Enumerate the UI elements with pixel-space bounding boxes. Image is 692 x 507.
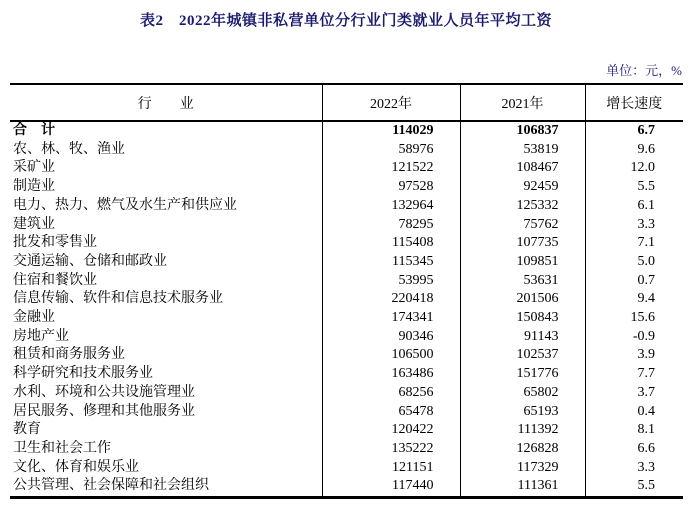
cell-growth-value: 12.0	[585, 159, 683, 178]
table-row	[10, 346, 683, 365]
cell-2022-value: 115408	[322, 234, 460, 253]
cell-2022-value: 106500	[322, 346, 460, 365]
cell-growth-value: 6.6	[585, 440, 683, 459]
table-row	[10, 234, 683, 253]
header-growth-rate: 增长速度	[585, 84, 683, 121]
unit-note: 单位：元，%	[606, 63, 682, 78]
cell-growth-value: 0.4	[585, 403, 683, 422]
cell-industry: 采矿业	[13, 160, 55, 176]
cell-2021-value: 53819	[460, 141, 585, 160]
wage-table	[10, 83, 683, 499]
cell-2021-value: 126828	[460, 440, 585, 459]
cell-growth-value: 6.7	[585, 121, 683, 141]
cell-growth-value: 9.6	[585, 141, 683, 160]
cell-2022-value: 58976	[322, 141, 460, 160]
cell-growth-value: -0.9	[585, 328, 683, 347]
table-row	[10, 328, 683, 347]
header-industry: 行 业	[10, 84, 322, 121]
cell-2021-value: 109851	[460, 253, 585, 272]
cell-industry: 水利、环境和公共设施管理业	[13, 384, 195, 400]
cell-2022-value: 115345	[322, 253, 460, 272]
table-row	[10, 159, 683, 178]
cell-growth-value: 7.1	[585, 234, 683, 253]
cell-growth-value: 7.7	[585, 365, 683, 384]
cell-2022-value: 117440	[322, 477, 460, 497]
cell-growth-value: 5.5	[585, 178, 683, 197]
cell-industry: 房地产业	[13, 328, 69, 344]
cell-2021-value: 65802	[460, 384, 585, 403]
table-row	[10, 178, 683, 197]
cell-2021-value: 150843	[460, 309, 585, 328]
cell-industry: 信息传输、软件和信息技术服务业	[13, 291, 223, 307]
cell-growth-value: 15.6	[585, 309, 683, 328]
table-row	[10, 253, 683, 272]
cell-growth-value: 0.7	[585, 272, 683, 291]
cell-2021-value: 125332	[460, 197, 585, 216]
cell-industry: 教育	[13, 422, 41, 438]
cell-growth-value: 3.3	[585, 216, 683, 235]
cell-industry: 金融业	[13, 310, 55, 326]
cell-2021-value: 75762	[460, 216, 585, 235]
cell-2022-value: 90346	[322, 328, 460, 347]
cell-2022-value: 163486	[322, 365, 460, 384]
header-year-2022: 2022年	[322, 84, 460, 121]
cell-industry: 卫生和社会工作	[13, 440, 111, 456]
table-row	[10, 440, 683, 459]
cell-growth-value: 8.1	[585, 421, 683, 440]
cell-growth-value: 3.7	[585, 384, 683, 403]
header-row	[10, 84, 683, 121]
cell-industry: 住宿和餐饮业	[13, 272, 97, 288]
cell-industry: 建筑业	[13, 216, 55, 232]
cell-2021-value: 91143	[460, 328, 585, 347]
cell-industry: 文化、体育和娱乐业	[13, 459, 139, 475]
cell-2021-value: 111361	[460, 477, 585, 497]
cell-2022-value: 135222	[322, 440, 460, 459]
cell-2022-value: 65478	[322, 403, 460, 422]
cell-industry: 批发和零售业	[13, 235, 97, 251]
table-row	[10, 477, 683, 497]
cell-2021-value: 111392	[460, 421, 585, 440]
table-row	[10, 421, 683, 440]
cell-2022-value: 114029	[322, 121, 460, 141]
cell-industry: 租赁和商务服务业	[13, 347, 125, 363]
cell-2022-value: 174341	[322, 309, 460, 328]
cell-industry: 交通运输、仓储和邮政业	[13, 253, 167, 269]
table-row	[10, 216, 683, 235]
cell-2022-value: 68256	[322, 384, 460, 403]
cell-2022-value: 132964	[322, 197, 460, 216]
table-row	[10, 141, 683, 160]
table-row	[10, 197, 683, 216]
cell-2022-value: 78295	[322, 216, 460, 235]
cell-growth-value: 3.3	[585, 459, 683, 478]
cell-industry: 制造业	[13, 179, 55, 195]
table-row	[10, 290, 683, 309]
cell-growth-value: 5.0	[585, 253, 683, 272]
header-year-2021: 2021年	[460, 84, 585, 121]
cell-industry: 公共管理、社会保障和社会组织	[13, 478, 209, 494]
cell-2021-value: 107735	[460, 234, 585, 253]
cell-2021-value: 201506	[460, 290, 585, 309]
page-title: 表2 2022年城镇非私营单位分行业门类就业人员年平均工资	[139, 13, 552, 29]
cell-2021-value: 151776	[460, 365, 585, 384]
table-row	[10, 384, 683, 403]
cell-industry: 居民服务、修理和其他服务业	[13, 403, 195, 419]
cell-growth-value: 3.9	[585, 346, 683, 365]
table-row	[10, 272, 683, 291]
cell-industry: 农、林、牧、渔业	[13, 141, 125, 157]
cell-2021-value: 108467	[460, 159, 585, 178]
cell-growth-value: 5.5	[585, 477, 683, 497]
cell-2021-value: 53631	[460, 272, 585, 291]
cell-industry: 电力、热力、燃气及水生产和供应业	[13, 197, 237, 213]
cell-2022-value: 121522	[322, 159, 460, 178]
table-row	[10, 365, 683, 384]
cell-growth-value: 6.1	[585, 197, 683, 216]
cell-2021-value: 106837	[460, 121, 585, 141]
cell-2021-value: 117329	[460, 459, 585, 478]
cell-2022-value: 53995	[322, 272, 460, 291]
table-row	[10, 459, 683, 478]
cell-growth-value: 9.4	[585, 290, 683, 309]
cell-2022-value: 120422	[322, 421, 460, 440]
cell-2021-value: 102537	[460, 346, 585, 365]
cell-2022-value: 220418	[322, 290, 460, 309]
cell-2021-value: 92459	[460, 178, 585, 197]
cell-2022-value: 97528	[322, 178, 460, 197]
cell-industry: 科学研究和技术服务业	[13, 366, 153, 382]
cell-industry: 合 计	[13, 123, 55, 138]
cell-2022-value: 121151	[322, 459, 460, 478]
table-row	[10, 403, 683, 422]
table-body	[10, 121, 683, 498]
table-row	[10, 309, 683, 328]
table-row	[10, 121, 683, 141]
cell-2021-value: 65193	[460, 403, 585, 422]
